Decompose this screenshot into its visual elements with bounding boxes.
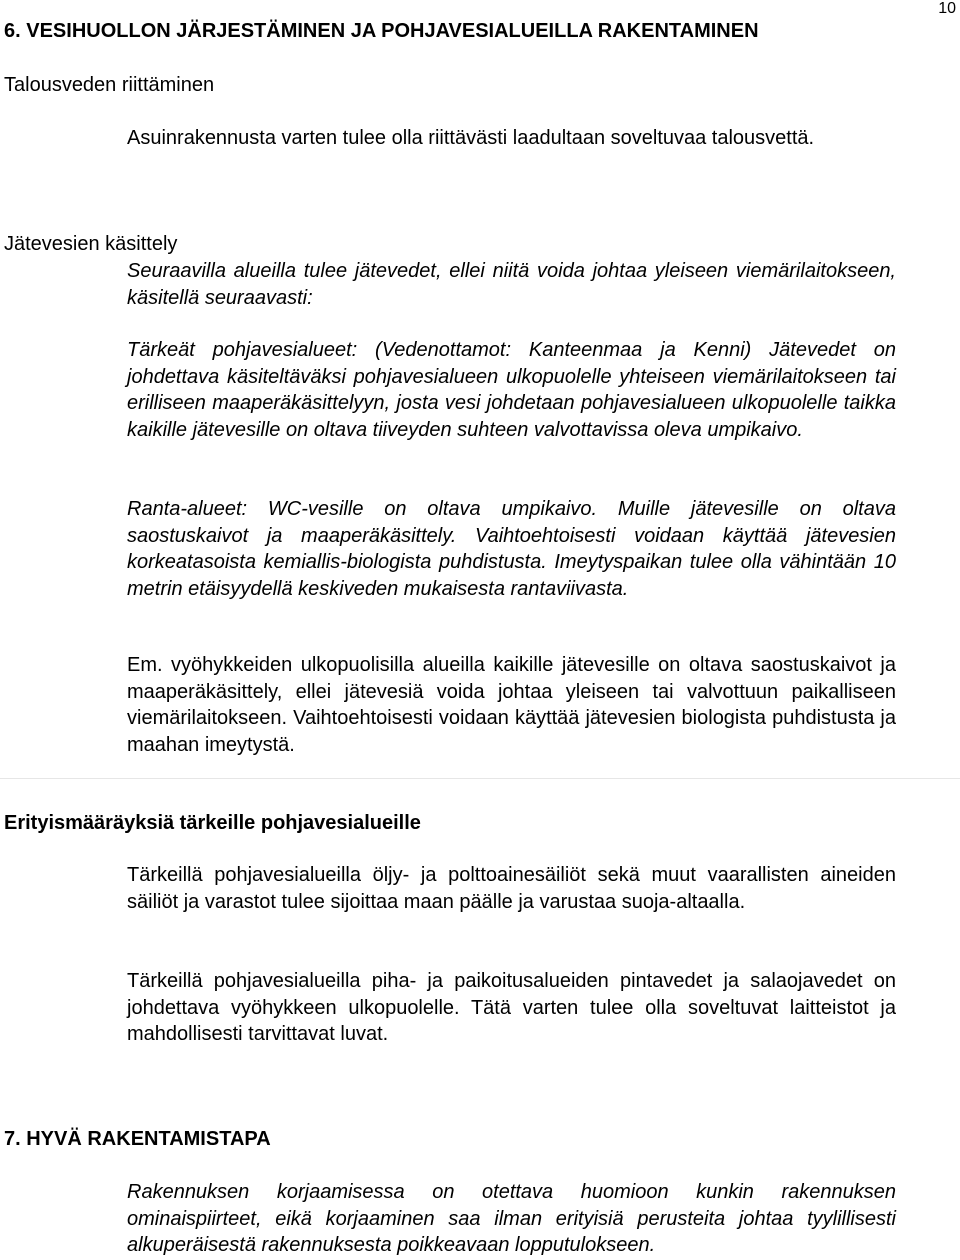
page-number: 10 — [938, 0, 956, 17]
divider — [0, 778, 960, 779]
good-building-text: Rakennuksen korjaamisessa on otettava huomioon kunkin rakennuksen ominaispiirteet, eikä korjaaminen saa ilman erityisiä perusteita johtaa tyylillisesti alkuperäisestä rakennuksesta poikkeavaan lopputulokseen. — [127, 1181, 896, 1256]
important-areas-text: Tärkeät pohjavesialueet: (Vedenottamot: Kanteenmaa ja Kenni) Jätevedet on johdettava käsiteltäväksi pohjavesialueen ulkopuolelle yhteiseen viemärilaitokseen tai erilliseen maaperäkäsittelyyn, josta vesi johdetaan pohjavesialueen ulkopuolelle taikka kaikille jätevesille on oltava tiiveyden suhteen valvottavissa oleva umpikaivo. — [127, 339, 896, 441]
special-regulations-heading: Erityismääräyksiä tärkeille pohjavesialueille — [4, 812, 421, 834]
wastewater-heading: Jätevesien käsittely — [4, 233, 178, 255]
wastewater-intro: Seuraavilla alueilla tulee jätevedet, ellei niitä voida johtaa yleiseen viemärilaitokseen, käsitellä seuraavasti: — [127, 260, 896, 309]
shore-areas-text: Ranta-alueet: WC-vesille on oltava umpikaivo. Muille jätevesille on oltava saostuskaivot ja maaperäkäsittely. Vaihtoehtoisesti voidaan käyttää jätevesien korkeatasoista kemiallis-biologista puhdistusta. Imeytyspaikan tulee olla vähintään 10 metrin etäisyydellä keskiveden mukaisesta rantaviivasta. — [127, 498, 896, 600]
water-supply-text: Asuinrakennusta varten tulee olla riittävästi laadultaan soveltuvaa talousvettä. — [127, 127, 815, 149]
water-supply-heading: Talousveden riittäminen — [4, 74, 215, 96]
section-6-title: 6. VESIHUOLLON JÄRJESTÄMINEN JA POHJAVESIALUEILLA RAKENTAMINEN — [4, 20, 759, 42]
other-areas-text: Em. vyöhykkeiden ulkopuolisilla alueilla kaikille jätevesille on oltava saostuskaivot ja maaperäkäsittely, ellei jätevesiä voida johtaa yleiseen tai valvottuun paikalliseen viemärilaitokseen. Vaihtoehtoisesti voidaan käyttää jätevesien biologista puhdistusta ja maahan imeytystä. — [127, 654, 896, 756]
section-7-title: 7. HYVÄ RAKENTAMISTAPA — [4, 1128, 271, 1150]
oil-tanks-text: Tärkeillä pohjavesialueilla öljy- ja polttoainesäiliöt sekä muut vaarallisten aineiden säiliöt ja varastot tulee sijoittaa maan päälle ja varustaa suoja-altaalla. — [127, 864, 896, 913]
stormwater-text: Tärkeillä pohjavesialueilla piha- ja paikoitusalueiden pintavedet ja salaojavedet on johdettava vyöhykkeen ulkopuolelle. Tätä varten tulee olla soveltuvat laitteistot ja mahdollisesti tarvittavat luvat. — [127, 970, 896, 1045]
